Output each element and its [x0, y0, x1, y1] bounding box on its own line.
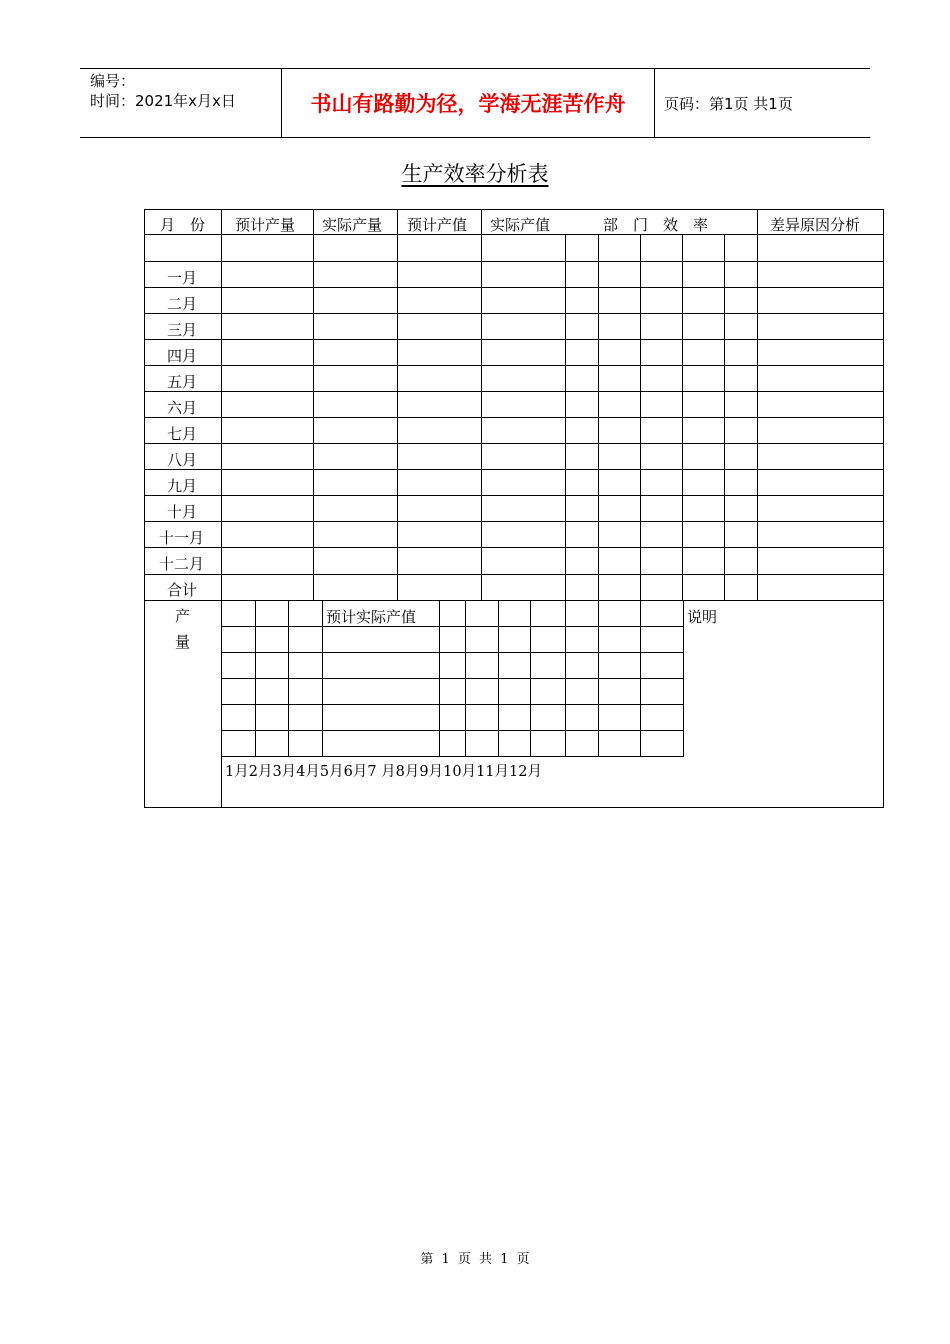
grid-line — [498, 600, 499, 757]
grid-line — [883, 209, 884, 808]
grid-line — [221, 756, 684, 757]
grid-line — [221, 678, 684, 679]
col-header-planned-output: 预计产量 — [235, 216, 296, 234]
grid-line — [683, 600, 684, 757]
document-title — [0, 158, 950, 188]
grid-line — [144, 443, 884, 444]
row-label-month: 十一月 — [159, 529, 205, 547]
row-label-month: 四月 — [167, 347, 198, 365]
row-label-month: 九月 — [167, 477, 198, 495]
grid-line — [144, 469, 884, 470]
grid-line — [682, 234, 683, 601]
grid-line — [255, 600, 256, 757]
grid-line — [144, 521, 884, 522]
grid-line — [144, 495, 884, 496]
grid-line — [144, 600, 884, 601]
grid-line — [724, 234, 725, 601]
grid-line — [144, 234, 884, 235]
chart-side-label: 量 — [175, 633, 191, 651]
number-label: 编号： — [90, 72, 136, 90]
row-label-month: 八月 — [167, 451, 198, 469]
col-header-month: 月 份 — [160, 216, 206, 234]
grid-line — [144, 391, 884, 392]
grid-line — [221, 626, 684, 627]
row-label-month: 三月 — [167, 321, 198, 339]
grid-line — [221, 600, 684, 601]
note-label: 说明 — [687, 608, 718, 626]
title-text: 生产效率分析表 — [401, 162, 549, 186]
row-label-month: 一月 — [167, 269, 198, 287]
row-label-month: 七月 — [167, 425, 198, 443]
grid-line — [144, 313, 884, 314]
row-label-month: 十月 — [167, 503, 198, 521]
row-label-month: 六月 — [167, 399, 198, 417]
row-label-total: 合计 — [167, 581, 198, 599]
col-header-planned-value: 预计产值 — [407, 216, 468, 234]
row-label-month: 二月 — [167, 295, 198, 313]
grid-line — [439, 600, 440, 757]
grid-line — [757, 209, 758, 601]
time-label: 时间：2021年x月x日 — [90, 92, 236, 110]
grid-line — [144, 209, 884, 210]
grid-line — [144, 365, 884, 366]
grid-line — [144, 339, 884, 340]
grid-line — [144, 209, 145, 808]
chart-x-axis-labels: 1月2月3月4月5月6月7 月8月9月10月11月12月 — [225, 764, 542, 780]
grid-line — [144, 287, 884, 288]
grid-line — [288, 600, 289, 757]
grid-line — [598, 234, 599, 601]
header-meta — [90, 71, 236, 111]
grid-line — [144, 261, 884, 262]
grid-line — [221, 730, 684, 731]
grid-line — [397, 209, 398, 601]
grid-line — [221, 704, 684, 705]
grid-line — [144, 417, 884, 418]
row-label-month: 五月 — [167, 373, 198, 391]
chart-legend-label: 预计实际产值 — [326, 608, 417, 626]
header-divider — [654, 69, 655, 137]
grid-line — [598, 600, 599, 757]
grid-line — [322, 600, 323, 757]
grid-line — [640, 600, 641, 757]
grid-line — [144, 807, 884, 808]
grid-line — [221, 209, 222, 808]
grid-line — [144, 574, 884, 575]
document-header — [80, 68, 870, 138]
grid-line — [530, 600, 531, 757]
motto-text: 书山有路勤为径，学海无涯苦作舟 — [310, 92, 626, 116]
page-footer: 第 1 页 共 1 页 — [420, 1252, 530, 1267]
grid-line — [481, 209, 482, 601]
grid-line — [313, 209, 314, 601]
grid-line — [565, 600, 566, 757]
col-header-actual-output: 实际产量 — [322, 216, 383, 234]
grid-line — [465, 600, 466, 757]
page-info: 页码：第1页 共1页 — [664, 94, 793, 113]
col-header-dept-efficiency: 部 门 效 率 — [603, 216, 709, 234]
chart-side-label: 产 — [175, 607, 191, 625]
col-header-variance-analysis: 差异原因分析 — [770, 216, 861, 234]
col-header-actual-value: 实际产值 — [490, 216, 551, 234]
grid-line — [565, 234, 566, 601]
row-label-month: 十二月 — [159, 555, 205, 573]
grid-line — [144, 547, 884, 548]
grid-line — [640, 234, 641, 601]
grid-line — [221, 652, 684, 653]
